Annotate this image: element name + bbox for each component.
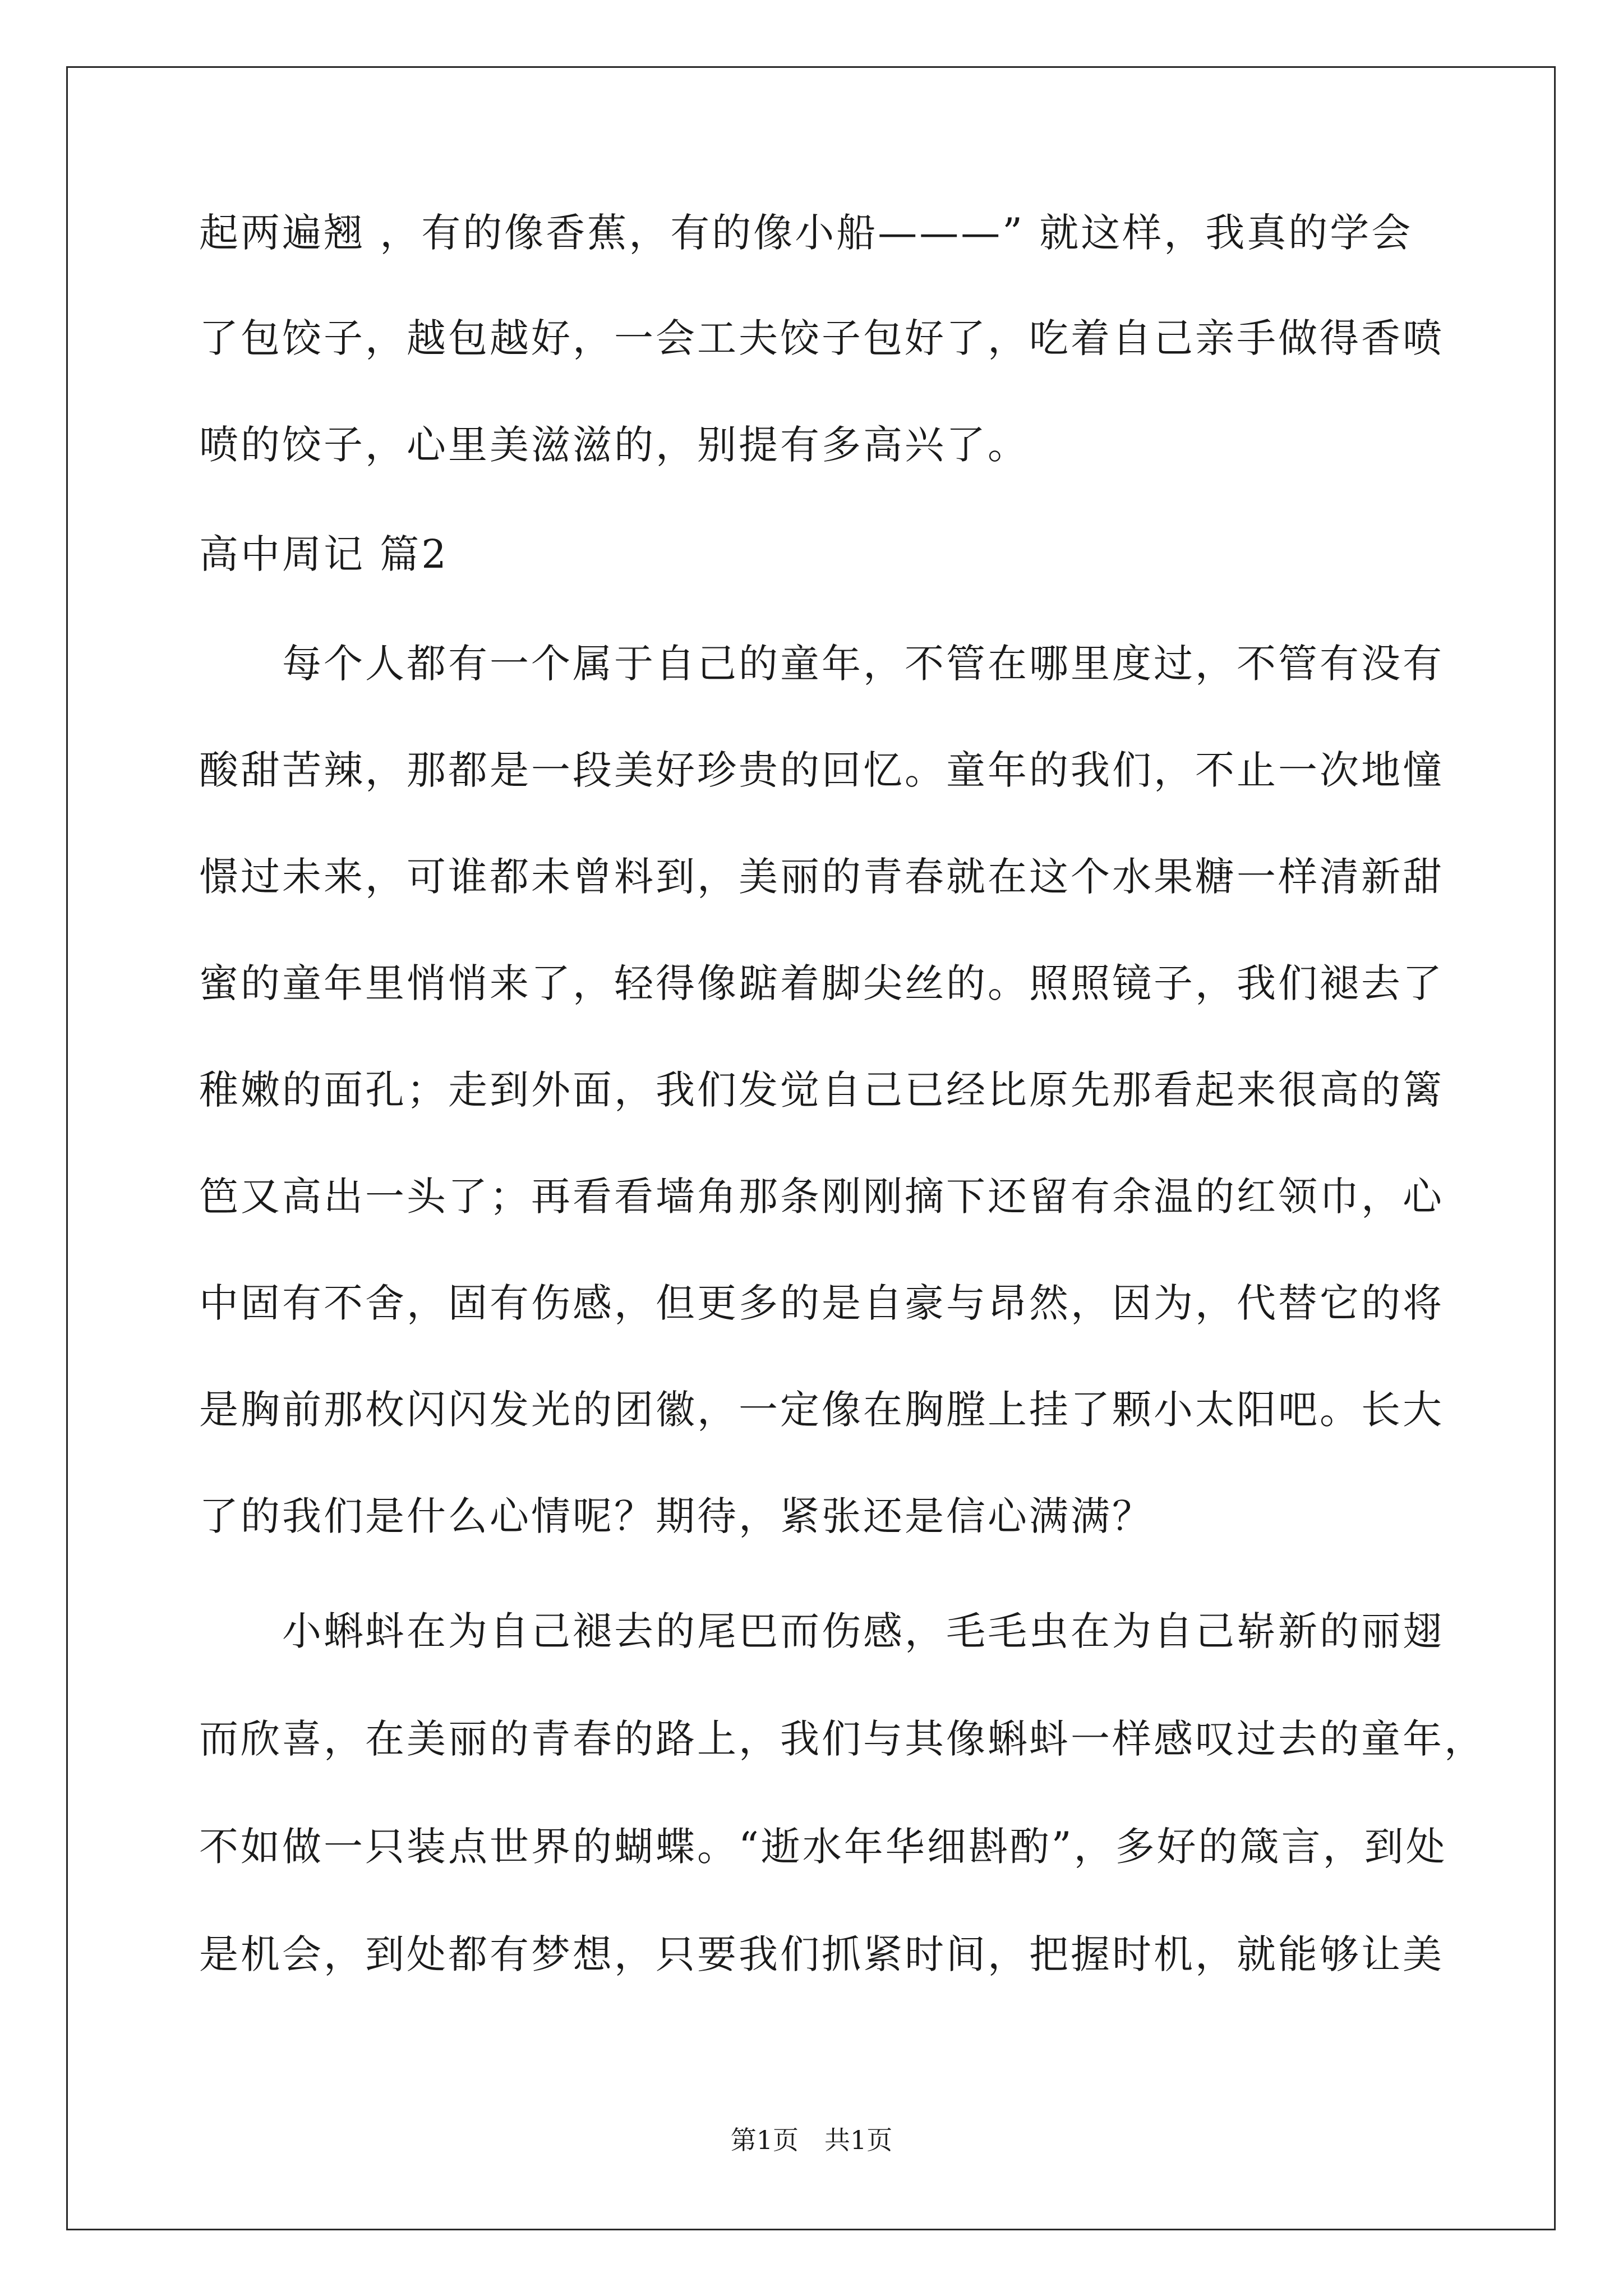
- section-heading: 高中周记 篇2: [199, 531, 449, 577]
- text-line: 中固有不舍，固有伤感，但更多的是自豪与昂然，因为，代替它的将: [199, 1280, 1444, 1326]
- page-number: 第1页 共1页: [730, 2125, 893, 2155]
- text-line: 是胸前那枚闪闪发光的团徽，一定像在胸膛上挂了颗小太阳吧。长大: [199, 1387, 1444, 1433]
- text-line: 憬过未来，可谁都未曾料到，美丽的青春就在这个水果糖一样清新甜: [199, 854, 1444, 900]
- text-line: 酸甜苦辣，那都是一段美好珍贵的回忆。童年的我们，不止一次地憧: [199, 747, 1444, 793]
- text-line: 而欣喜，在美丽的青春的路上，我们与其像蝌蚪一样感叹过去的童年，: [199, 1716, 1486, 1762]
- text-line: 稚嫩的面孔；走到外面，我们发觉自己已经比原先那看起来很高的篱: [199, 1067, 1444, 1113]
- document-body: [199, 210, 1486, 1977]
- text-line: 起两遍翘 ，有的像香蕉，有的像小船———” 就这样，我真的学会: [199, 210, 1413, 256]
- text-line: 笆又高出一头了；再看看墙角那条刚刚摘下还留有余温的红领巾，心: [199, 1174, 1444, 1220]
- text-line: 不如做一只装点世界的蝴蝶。“逝水年华细斟酌”，多好的箴言，到处: [199, 1824, 1447, 1870]
- text-line: 了的我们是什么心情呢？期待，紧张还是信心满满？: [199, 1493, 1154, 1539]
- text-line: 每个人都有一个属于自己的童年，不管在哪里度过，不管有没有: [199, 641, 1444, 687]
- text-line: 喷的饺子，心里美滋滋的，别提有多高兴了。: [199, 422, 1029, 468]
- text-line: 是机会，到处都有梦想，只要我们抓紧时间，把握时机，就能够让美: [199, 1931, 1444, 1977]
- text-line: 蜜的童年里悄悄来了，轻得像踮着脚尖丝的。照照镜子，我们褪去了: [199, 960, 1444, 1006]
- text-line: 了包饺子，越包越好，一会工夫饺子包好了，吃着自己亲手做得香喷: [199, 315, 1444, 361]
- text-line: 小蝌蚪在为自己褪去的尾巴而伤感，毛毛虫在为自己崭新的丽翅: [199, 1608, 1444, 1654]
